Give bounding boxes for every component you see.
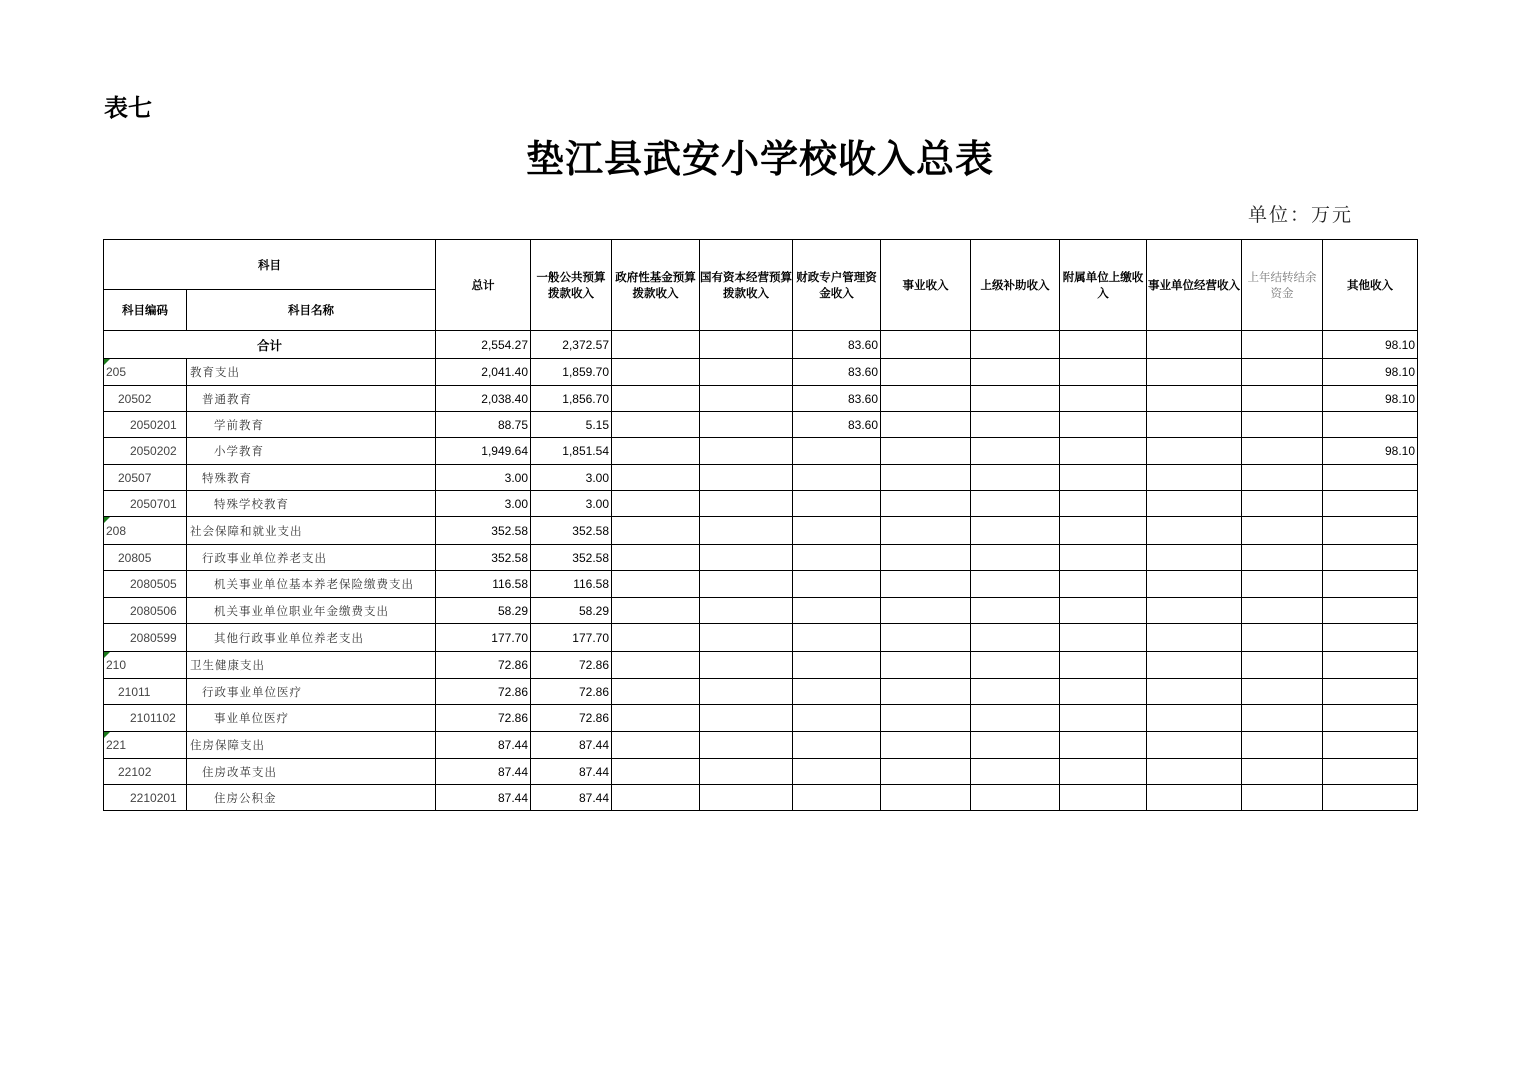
empty-cell (1147, 438, 1242, 465)
value-cell-total: 72.86 (436, 679, 531, 705)
subject-code-cell: 2050701 (104, 491, 187, 517)
subject-code-cell: 2080599 (104, 624, 187, 652)
empty-cell (971, 412, 1060, 438)
header-gov-fund: 政府性基金预算拨款收入 (612, 240, 700, 331)
subject-name-cell: 行政事业单位养老支出 (187, 545, 436, 571)
table-row (104, 705, 1418, 732)
subject-code-cell: 2101102 (104, 705, 187, 732)
table-row (104, 571, 1418, 598)
subject-code-cell: 22102 (104, 759, 187, 785)
empty-cell (971, 705, 1060, 732)
table-row (104, 732, 1418, 759)
subject-code-text: 221 (106, 738, 127, 752)
empty-cell (1242, 705, 1323, 732)
empty-cell (1060, 412, 1147, 438)
empty-cell (793, 624, 881, 652)
value-cell-c10: 98.10 (1323, 359, 1418, 386)
empty-cell (1147, 517, 1242, 545)
empty-cell (612, 491, 700, 517)
value-cell-c1: 87.44 (531, 785, 612, 811)
subject-name-cell: 特殊学校教育 (187, 491, 436, 517)
cell-comment-marker (104, 652, 110, 658)
header-state-capital: 国有资本经营预算拨款收入 (700, 240, 793, 331)
empty-cell (1147, 785, 1242, 811)
subject-code-cell (104, 517, 187, 545)
value-cell-c1: 352.58 (531, 517, 612, 545)
empty-cell (1060, 545, 1147, 571)
value-cell-c4: 83.60 (793, 359, 881, 386)
empty-cell (1242, 571, 1323, 598)
empty-cell (700, 438, 793, 465)
cell-comment-marker (104, 732, 110, 738)
header-other-income: 其他收入 (1323, 240, 1418, 331)
empty-cell (1060, 386, 1147, 412)
empty-cell (1060, 359, 1147, 386)
empty-cell (1060, 598, 1147, 624)
empty-cell (1060, 679, 1147, 705)
header-business-income: 事业收入 (881, 240, 971, 331)
empty-cell (971, 465, 1060, 491)
value-cell-c1: 177.70 (531, 624, 612, 652)
empty-cell (612, 438, 700, 465)
empty-cell (881, 571, 971, 598)
subject-code-cell: 20507 (104, 465, 187, 491)
empty-cell (1323, 785, 1418, 811)
empty-cell (1323, 759, 1418, 785)
empty-cell (700, 652, 793, 679)
value-cell-total: 72.86 (436, 652, 531, 679)
empty-cell (1323, 679, 1418, 705)
header-special-account: 财政专户管理资金收入 (793, 240, 881, 331)
empty-cell (1147, 759, 1242, 785)
empty-cell (612, 759, 700, 785)
empty-cell (1323, 571, 1418, 598)
value-cell-c1: 87.44 (531, 732, 612, 759)
empty-cell (1060, 759, 1147, 785)
unit-label: 单位：万元 (1248, 204, 1354, 226)
empty-cell (700, 679, 793, 705)
subject-code-cell (104, 732, 187, 759)
empty-cell (1242, 785, 1323, 811)
empty-cell (612, 386, 700, 412)
value-cell-total: 116.58 (436, 571, 531, 598)
empty-cell (612, 571, 700, 598)
value-cell-c1: 5.15 (531, 412, 612, 438)
subject-name-cell: 普通教育 (187, 386, 436, 412)
empty-cell (1323, 517, 1418, 545)
empty-cell (700, 491, 793, 517)
empty-cell (793, 679, 881, 705)
empty-cell (700, 465, 793, 491)
table-row (104, 624, 1418, 652)
value-cell-total: 3.00 (436, 465, 531, 491)
empty-cell (1242, 732, 1323, 759)
empty-cell (1060, 624, 1147, 652)
header-subject: 科目 (104, 240, 436, 290)
empty-cell (700, 598, 793, 624)
table-row (104, 517, 1418, 545)
subject-code-cell: 2050201 (104, 412, 187, 438)
total-cell: 2,554.27 (436, 331, 531, 359)
empty-cell (1242, 359, 1323, 386)
empty-cell (793, 759, 881, 785)
table-row (104, 491, 1418, 517)
header-total: 总计 (436, 240, 531, 331)
empty-cell (881, 491, 971, 517)
subject-code-text: 210 (106, 658, 127, 672)
subject-name-cell: 卫生健康支出 (187, 652, 436, 679)
empty-cell (700, 386, 793, 412)
value-cell-c10: 98.10 (1323, 386, 1418, 412)
value-cell-total: 87.44 (436, 759, 531, 785)
table-row (104, 598, 1418, 624)
empty-cell (1323, 491, 1418, 517)
value-cell-c4: 83.60 (793, 386, 881, 412)
value-cell-total: 87.44 (436, 732, 531, 759)
empty-cell (1060, 571, 1147, 598)
value-cell-total: 352.58 (436, 545, 531, 571)
value-cell-total: 72.86 (436, 705, 531, 732)
empty-cell (1147, 491, 1242, 517)
value-cell-c4: 83.60 (793, 412, 881, 438)
value-cell-c1: 1,851.54 (531, 438, 612, 465)
empty-cell (881, 785, 971, 811)
subject-code-cell: 20502 (104, 386, 187, 412)
subject-code-text: 205 (106, 365, 127, 379)
empty-cell (1242, 331, 1323, 359)
empty-cell (971, 785, 1060, 811)
empty-cell (1147, 545, 1242, 571)
empty-cell (612, 705, 700, 732)
empty-cell (1242, 438, 1323, 465)
subject-name-cell: 学前教育 (187, 412, 436, 438)
subject-name-cell: 住房公积金 (187, 785, 436, 811)
cell-comment-marker (104, 359, 110, 365)
empty-cell (1147, 598, 1242, 624)
empty-cell (1147, 652, 1242, 679)
empty-cell (1242, 386, 1323, 412)
header-operating-income: 事业单位经营收入 (1147, 240, 1242, 331)
empty-cell (881, 679, 971, 705)
empty-cell (1323, 545, 1418, 571)
empty-cell (1323, 652, 1418, 679)
empty-cell (700, 759, 793, 785)
empty-cell (1060, 705, 1147, 732)
subject-code-cell (104, 652, 187, 679)
empty-cell (1242, 679, 1323, 705)
empty-cell (881, 386, 971, 412)
empty-cell (1242, 759, 1323, 785)
empty-cell (971, 598, 1060, 624)
value-cell-c1: 72.86 (531, 652, 612, 679)
empty-cell (793, 465, 881, 491)
header-carryover: 上年结转结余资金 (1242, 240, 1323, 331)
value-cell-total: 88.75 (436, 412, 531, 438)
empty-cell (793, 571, 881, 598)
subject-name-cell: 教育支出 (187, 359, 436, 386)
empty-cell (881, 331, 971, 359)
empty-cell (1323, 465, 1418, 491)
empty-cell (971, 517, 1060, 545)
subject-code-cell: 21011 (104, 679, 187, 705)
empty-cell (881, 465, 971, 491)
income-table (103, 239, 1418, 811)
value-cell-c1: 72.86 (531, 705, 612, 732)
subject-code-cell: 20805 (104, 545, 187, 571)
empty-cell (971, 759, 1060, 785)
total-other-income-cell: 98.10 (1323, 331, 1418, 359)
subject-name-cell: 行政事业单位医疗 (187, 679, 436, 705)
empty-cell (793, 491, 881, 517)
empty-cell (881, 517, 971, 545)
empty-cell (1147, 412, 1242, 438)
empty-cell (881, 652, 971, 679)
subject-name-cell: 事业单位医疗 (187, 705, 436, 732)
empty-cell (793, 732, 881, 759)
value-cell-c1: 3.00 (531, 465, 612, 491)
empty-cell (1242, 598, 1323, 624)
empty-cell (1060, 331, 1147, 359)
subject-name-cell: 机关事业单位基本养老保险缴费支出 (187, 571, 436, 598)
subject-code-cell: 2080506 (104, 598, 187, 624)
empty-cell (700, 517, 793, 545)
empty-cell (971, 624, 1060, 652)
subject-code-cell: 2210201 (104, 785, 187, 811)
table-row (104, 438, 1418, 465)
empty-cell (881, 438, 971, 465)
table-row (104, 412, 1418, 438)
empty-cell (971, 679, 1060, 705)
total-general-budget-cell: 2,372.57 (531, 331, 612, 359)
subject-name-cell: 其他行政事业单位养老支出 (187, 624, 436, 652)
empty-cell (612, 598, 700, 624)
value-cell-total: 87.44 (436, 785, 531, 811)
empty-cell (612, 785, 700, 811)
header-superior-subsidy: 上级补助收入 (971, 240, 1060, 331)
empty-cell (881, 359, 971, 386)
empty-cell (700, 624, 793, 652)
empty-cell (793, 438, 881, 465)
value-cell-c1: 72.86 (531, 679, 612, 705)
empty-cell (881, 705, 971, 732)
empty-cell (1147, 465, 1242, 491)
subject-name-cell: 小学教育 (187, 438, 436, 465)
header-name: 科目名称 (187, 290, 436, 331)
value-cell-c1: 1,856.70 (531, 386, 612, 412)
empty-cell (1323, 412, 1418, 438)
empty-cell (1323, 732, 1418, 759)
empty-cell (700, 705, 793, 732)
subject-code-cell: 2080505 (104, 571, 187, 598)
table-row (104, 465, 1418, 491)
empty-cell (971, 545, 1060, 571)
empty-cell (1147, 705, 1242, 732)
empty-cell (881, 545, 971, 571)
empty-cell (881, 732, 971, 759)
empty-cell (1242, 465, 1323, 491)
empty-cell (1147, 624, 1242, 652)
table-row (104, 359, 1418, 386)
empty-cell (700, 545, 793, 571)
empty-cell (1323, 705, 1418, 732)
table-row (104, 759, 1418, 785)
empty-cell (612, 545, 700, 571)
value-cell-c1: 3.00 (531, 491, 612, 517)
empty-cell (1147, 386, 1242, 412)
empty-cell (971, 438, 1060, 465)
empty-cell (1242, 412, 1323, 438)
empty-cell (971, 359, 1060, 386)
empty-cell (1060, 465, 1147, 491)
value-cell-total: 58.29 (436, 598, 531, 624)
empty-cell (1242, 624, 1323, 652)
table-row (104, 545, 1418, 571)
value-cell-total: 1,949.64 (436, 438, 531, 465)
value-cell-total: 3.00 (436, 491, 531, 517)
empty-cell (612, 331, 700, 359)
empty-cell (971, 331, 1060, 359)
empty-cell (612, 732, 700, 759)
total-label: 合计 (104, 331, 436, 359)
empty-cell (1060, 785, 1147, 811)
empty-cell (1147, 571, 1242, 598)
empty-cell (700, 785, 793, 811)
cell-comment-marker (104, 517, 110, 523)
empty-cell (1147, 359, 1242, 386)
empty-cell (881, 624, 971, 652)
subject-name-cell: 住房保障支出 (187, 732, 436, 759)
value-cell-total: 2,041.40 (436, 359, 531, 386)
empty-cell (1242, 652, 1323, 679)
empty-cell (881, 598, 971, 624)
empty-cell (1147, 732, 1242, 759)
subject-code-cell (104, 359, 187, 386)
empty-cell (612, 652, 700, 679)
subject-name-cell: 社会保障和就业支出 (187, 517, 436, 545)
empty-cell (1242, 517, 1323, 545)
empty-cell (793, 517, 881, 545)
empty-cell (612, 624, 700, 652)
total-row (104, 331, 1418, 359)
empty-cell (700, 359, 793, 386)
subject-name-cell: 特殊教育 (187, 465, 436, 491)
value-cell-total: 352.58 (436, 517, 531, 545)
empty-cell (793, 705, 881, 732)
empty-cell (793, 785, 881, 811)
empty-cell (1323, 624, 1418, 652)
empty-cell (1242, 491, 1323, 517)
empty-cell (1060, 491, 1147, 517)
table-row (104, 785, 1418, 811)
empty-cell (700, 412, 793, 438)
empty-cell (612, 359, 700, 386)
empty-cell (1242, 545, 1323, 571)
empty-cell (793, 598, 881, 624)
table-row (104, 679, 1418, 705)
header-general-budget: 一般公共预算拨款收入 (531, 240, 612, 331)
total-special-account-cell: 83.60 (793, 331, 881, 359)
empty-cell (1060, 517, 1147, 545)
table-label: 表七 (104, 94, 152, 122)
empty-cell (1323, 598, 1418, 624)
empty-cell (612, 679, 700, 705)
value-cell-total: 177.70 (436, 624, 531, 652)
empty-cell (700, 732, 793, 759)
empty-cell (700, 331, 793, 359)
value-cell-c1: 1,859.70 (531, 359, 612, 386)
subject-name-cell: 住房改革支出 (187, 759, 436, 785)
subject-name-cell: 机关事业单位职业年金缴费支出 (187, 598, 436, 624)
subject-code-cell: 2050202 (104, 438, 187, 465)
value-cell-total: 2,038.40 (436, 386, 531, 412)
empty-cell (612, 412, 700, 438)
empty-cell (971, 732, 1060, 759)
empty-cell (1060, 732, 1147, 759)
empty-cell (971, 652, 1060, 679)
empty-cell (1060, 438, 1147, 465)
empty-cell (971, 491, 1060, 517)
empty-cell (1147, 331, 1242, 359)
empty-cell (1060, 652, 1147, 679)
subject-code-text: 208 (106, 523, 127, 538)
value-cell-c1: 116.58 (531, 571, 612, 598)
empty-cell (700, 571, 793, 598)
header-affiliated-remit: 附属单位上缴收入 (1060, 240, 1147, 331)
value-cell-c1: 58.29 (531, 598, 612, 624)
empty-cell (612, 465, 700, 491)
empty-cell (612, 517, 700, 545)
empty-cell (881, 412, 971, 438)
empty-cell (971, 571, 1060, 598)
empty-cell (1147, 679, 1242, 705)
table-row (104, 386, 1418, 412)
empty-cell (793, 545, 881, 571)
value-cell-c1: 87.44 (531, 759, 612, 785)
empty-cell (881, 759, 971, 785)
header-code: 科目编码 (104, 290, 187, 331)
empty-cell (971, 386, 1060, 412)
empty-cell (793, 652, 881, 679)
page-title: 垫江县武安小学校收入总表 (525, 136, 994, 181)
value-cell-c10: 98.10 (1323, 438, 1418, 465)
value-cell-c1: 352.58 (531, 545, 612, 571)
table-row (104, 652, 1418, 679)
